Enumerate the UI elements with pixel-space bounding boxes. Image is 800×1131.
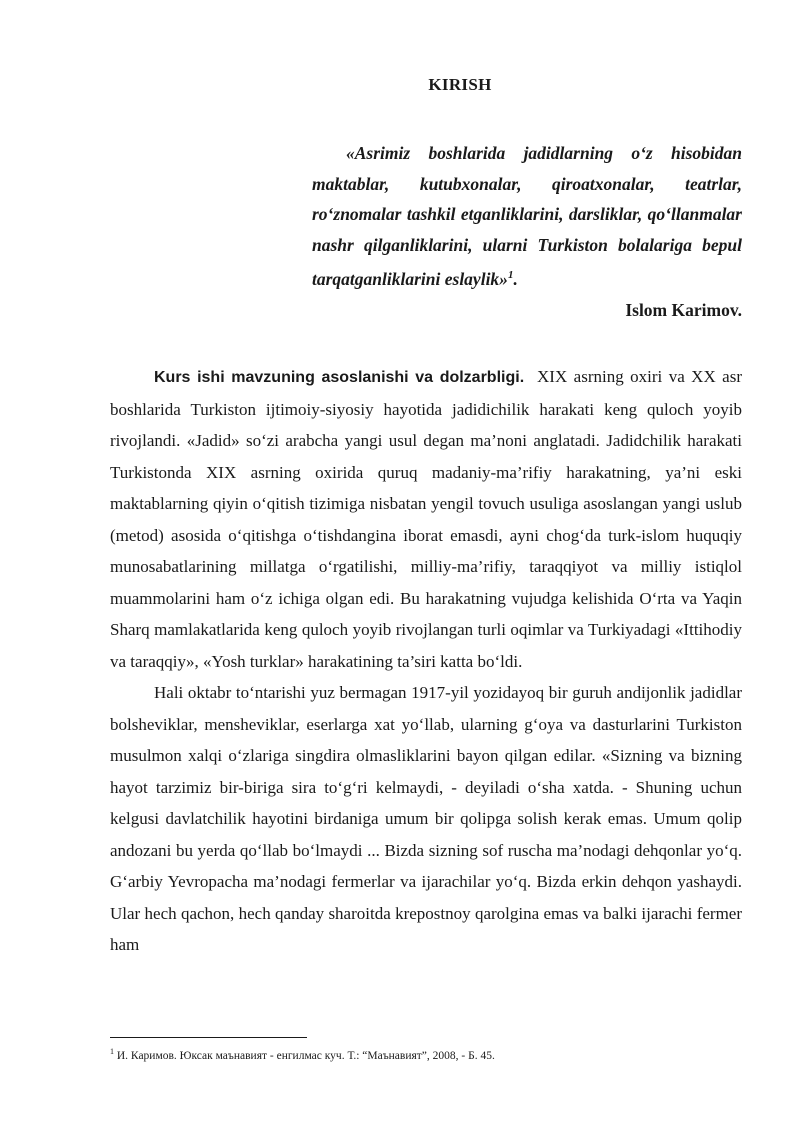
section-lead-heading: Kurs ishi mavzuning asoslanishi va dolzarbligi.: [154, 369, 525, 386]
paragraph-1-text: XIX asrning oxiri va XX asr boshlarida Turkiston ijtimoiy-siyosiy hayotida jadidichilik harakati keng quloch yoyib rivojlandi. «Jadid» so‘zi arabcha yangi usul degan ma’noni anglatadi. Jadidchilik harakati Turkistonda XIX asrning oxirida quruq madaniy-ma’rifiy harakatning, ya’ni eski maktablarning qiyin o‘qitish tizimiga nisbatan yengil tovuch usuliga asoslangan yangi uslub (metod) asosida o‘qitishga o‘tishdangina iborat emasdi, ayni chog‘da turk-islom huquqiy munosabatlarining millatga o‘rgatilishi, milliy-ma’rifiy, taraqqiyot va milliy istiqlol muammolarini ham o‘z ichiga olgan edi. Bu harakatning vujudga kelishida O‘rta va Yaqin Sharq mamlakatlarida keng quloch yoyib rivojlangan turli oqimlar va Turkiyadagi «Ittihodiy va taraqqiy», «Yosh turklar» harakatining ta’siri katta bo‘ldi.: [110, 367, 742, 671]
epigraph-text: «Asrimiz boshlarida jadidlarning o‘z hisobidan maktablar, kutubxonalar, qiroatxonalar, teatrlar, ro‘znomalar tashkil etganliklarini, darsliklar, qo‘llanmalar nashr qilganliklarini, ularni Turkiston bolalariga bepul tarqatganliklarini eslaylik»: [312, 143, 742, 289]
paragraph-2: Hali oktabr to‘ntarishi yuz bermagan 1917-yil yozidayoq bir guruh andijonlik jadidlar bolsheviklar, mensheviklar, eserlarga xat yo‘llab, ularning g‘oya va dasturlarini Turkiston musulmon xalqi o‘zlariga singdira olmasliklarini bayon qilgan edilar. «Sizning va bizning hayot tarzimiz bir-biriga sira to‘g‘ri kelmaydi, - deyiladi o‘sha xatda. - Shuning uchun kelgusi davlatchilik hayotini birdaniga umum bir qolipga solish kerak emas. Umum qolip andozani bu yerda qo‘llab bo‘lmaydi ... Bizda sizning sof ruscha ma’nodagi dehqonlar yo‘q. G‘arbiy Yevropacha ma’nodagi fermerlar va ijarachilar yo‘q. Bizda erkin dehqon yashaydi. Ular hech qachon, hech qanday sharoitda krepostnoy qarolgina emas va balki ijarachi fermer ham: [110, 683, 742, 954]
page-title: KIRISH: [428, 75, 492, 94]
footnote-divider: [110, 1037, 307, 1038]
footnote-mark: 1: [110, 1047, 114, 1056]
epigraph-quote: [312, 138, 742, 294]
body-text: [110, 361, 742, 961]
paragraph-1: [110, 361, 742, 677]
footnote-text: И. Каримов. Юксак маънавият - енгилмас куч. Т.: “Маънавият”, 2008, - Б. 45.: [116, 1049, 495, 1062]
footnote-reference[interactable]: 1: [507, 269, 514, 281]
footnote: [110, 1045, 750, 1063]
epigraph-end: .: [513, 268, 518, 289]
epigraph-author: Islom Karimov.: [625, 300, 742, 320]
